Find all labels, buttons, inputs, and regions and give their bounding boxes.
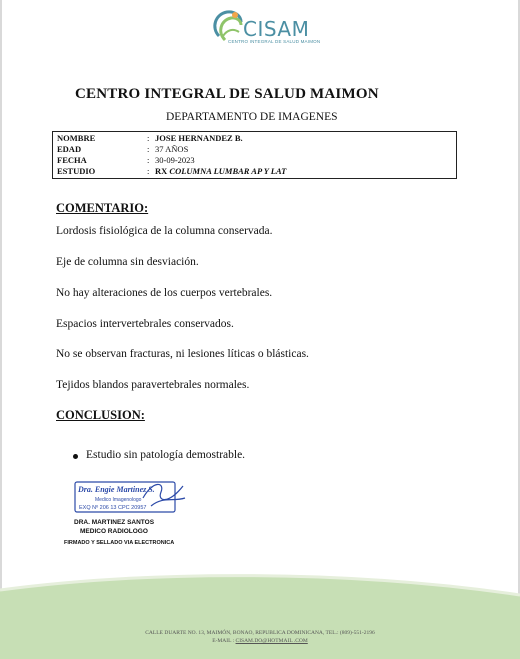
- info-label: NOMBRE: [57, 133, 96, 143]
- stamp-name: Dra. Engie Martinez S.: [78, 485, 155, 494]
- info-colon: :: [147, 166, 150, 176]
- stamp-title: Medico Imagenologo: [95, 497, 142, 503]
- info-row-age: [57, 144, 457, 155]
- study-date: 30-09-2023: [155, 155, 195, 165]
- info-colon: :: [147, 133, 150, 143]
- finding-item: Espacios intervertebrales conservados.: [56, 318, 234, 330]
- finding-item: No se observan fracturas, ni lesiones líticas o blásticas.: [56, 348, 309, 360]
- logo-wordmark: CISAM: [243, 17, 310, 41]
- doctor-title: MEDICO RADIOLOGO: [80, 528, 148, 535]
- doctor-name: DRA. MARTINEZ SANTOS: [74, 519, 155, 526]
- signature-stamp: [73, 478, 188, 516]
- comment-heading: COMENTARIO:: [56, 201, 149, 215]
- info-colon: :: [147, 155, 150, 165]
- logo-tagline: CENTRO INTEGRAL DE SALUD MAIMON: [228, 39, 321, 44]
- electronic-seal-note: FIRMADO Y SELLADO VIA ELECTRONICA: [64, 540, 175, 546]
- footer-email-line: [0, 638, 520, 644]
- footer-address: CALLE DUARTE NO. 13, MAIMÓN, BONAO, REPUBLICA DOMINICANA, TEL.: (809)-551-2196: [145, 630, 375, 636]
- info-row-date: [57, 155, 457, 166]
- footer-email-link[interactable]: CISAM.DO@HOTMAIL .COM: [235, 638, 308, 644]
- info-row-name: [57, 133, 457, 144]
- finding-item: Lordosis fisiológica de la columna conservada.: [56, 225, 273, 237]
- signature-block: [74, 518, 154, 536]
- patient-info-box: [52, 131, 457, 179]
- bullet-icon: [73, 454, 78, 459]
- finding-item: No hay alteraciones de los cuerpos vertebrales.: [56, 287, 273, 299]
- department-subtitle: DEPARTAMENTO DE IMAGENES: [166, 111, 338, 123]
- patient-age: 37 AÑOS: [155, 144, 189, 154]
- study-prefix: RX: [155, 166, 168, 176]
- conclusion-item: Estudio sin patología demostrable.: [86, 449, 246, 461]
- info-label: EDAD: [57, 144, 82, 154]
- info-colon: :: [147, 144, 150, 154]
- info-label: FECHA: [57, 155, 87, 165]
- info-row-study: [57, 166, 457, 177]
- study-type: [155, 166, 286, 177]
- stamp-exequatur: EXQ Nº 206 13 CPC 20957: [79, 505, 147, 511]
- info-label: ESTUDIO: [57, 166, 96, 176]
- study-name: COLUMNA LUMBAR AP Y LAT: [169, 166, 287, 176]
- page-title: CENTRO INTEGRAL DE SALUD MAIMON: [75, 86, 379, 102]
- footer-wave: [0, 560, 520, 659]
- patient-name: JOSE HERNANDEZ B.: [155, 133, 243, 143]
- finding-item: Eje de columna sin desviación.: [56, 256, 199, 268]
- finding-item: Tejidos blandos paravertebrales normales.: [56, 379, 250, 391]
- footer-email-label: E-MAIL :: [212, 638, 235, 644]
- conclusion-heading: CONCLUSION:: [56, 408, 145, 422]
